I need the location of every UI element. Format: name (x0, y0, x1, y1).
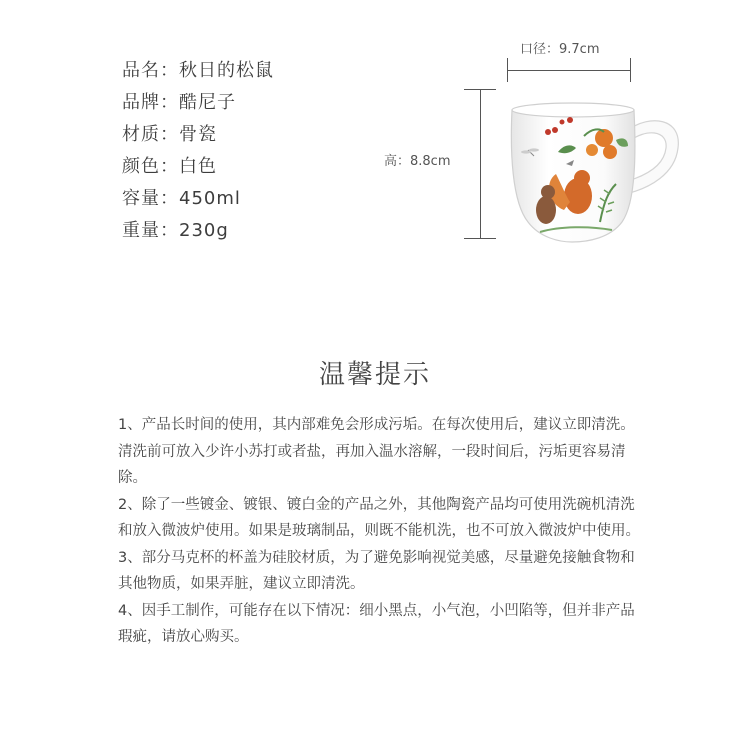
height-tick-bottom (464, 238, 496, 239)
mug-image (500, 92, 690, 252)
spec-brand: 品牌：酷尼子 (122, 92, 236, 113)
height-label: 高：8.8cm (384, 154, 451, 169)
tips-list (118, 412, 648, 651)
height-tick-top (464, 89, 496, 90)
spec-name: 品名：秋日的松鼠 (122, 60, 274, 81)
spec-material: 材质：骨瓷 (122, 124, 217, 145)
spec-capacity: 容量：450ml (122, 188, 241, 209)
spec-color: 颜色：白色 (122, 156, 217, 177)
diameter-tick-left (507, 58, 508, 82)
spec-weight: 重量：230g (122, 220, 229, 241)
diameter-line (507, 70, 631, 71)
diameter-tick-right (630, 58, 631, 82)
diameter-label: 口径：9.7cm (520, 42, 600, 57)
tip-item: 2、除了一些镀金、镀银、镀白金的产品之外，其他陶瓷产品均可使用洗碗机清洗和放入微波炉使用。如果是玻璃制品，则既不能机洗，也不可放入微波炉中使用。 (118, 496, 640, 539)
height-line (480, 89, 481, 239)
tip-item: 3、部分马克杯的杯盖为硅胶材质，为了避免影响视觉美感，尽量避免接触食物和其他物质，如果弄脏，建议立即清洗。 (118, 549, 635, 592)
tip-item: 1、产品长时间的使用，其内部难免会形成污垢。在每次使用后，建议立即清洗。清洗前可放入少许小苏打或者盐，再加入温水溶解，一段时间后，污垢更容易清除。 (118, 417, 635, 486)
tips-title: 温馨提示 (318, 360, 431, 390)
tip-item: 4、因手工制作，可能存在以下情况：细小黑点，小气泡，小凹陷等，但并非产品瑕疵，请放心购买。 (118, 602, 635, 645)
